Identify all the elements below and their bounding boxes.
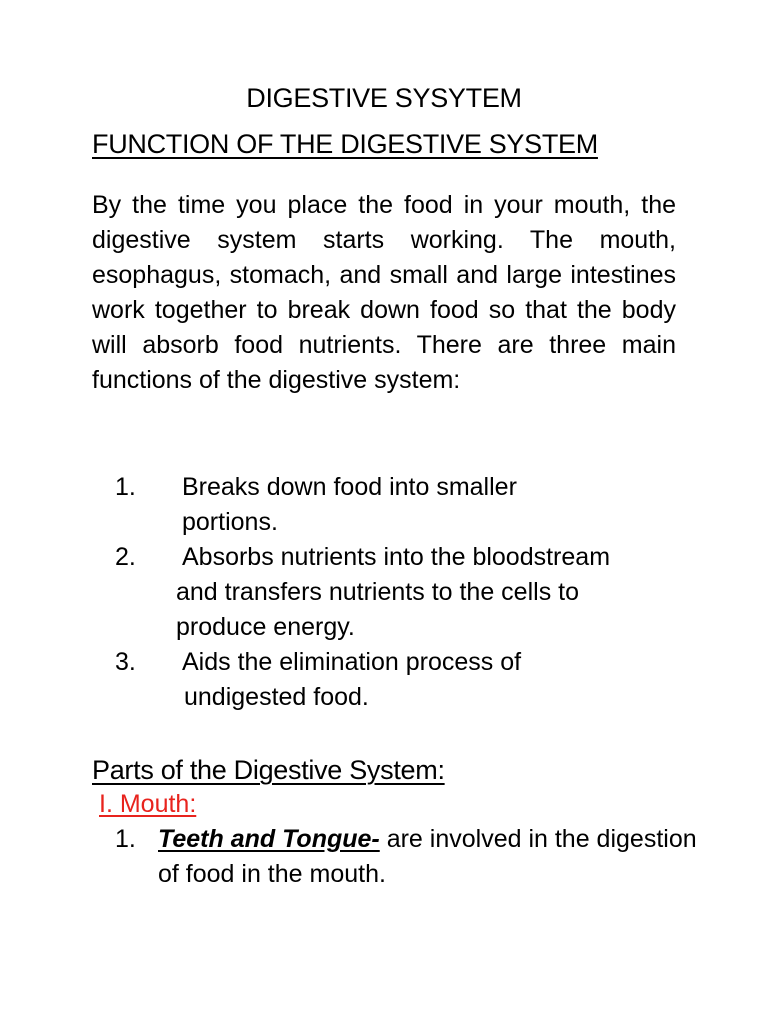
intro-paragraph: By the time you place the food in your mouth, the digestive system starts working. The mouth, esophagus, stomach, and small and large intestines work together to break down food so that the body will absorb food nutrients. There are three main functions of the digestive system: [92,191,676,394]
list-item-text-line: Aids the elimination process of [182,648,522,676]
list-item-text-line: and transfers nutrients to the cells to [176,578,579,606]
function-list-item [0,540,768,645]
list-item-text-line: portions. [182,508,278,536]
function-list-item [0,645,768,715]
list-number: 3. [115,648,136,676]
document-title: DIGESTIVE SYSYTEM [246,83,522,113]
list-number: 2. [115,543,136,571]
function-heading: FUNCTION OF THE DIGESTIVE SYSTEM [92,129,598,159]
mouth-subheading: I. Mouth: [99,790,197,818]
mouth-item [158,822,698,892]
list-item-text-line: produce energy. [176,613,355,641]
list-item-text-line: undigested food. [184,683,369,711]
parts-heading: Parts of the Digestive System: [92,755,445,785]
list-number: 1. [115,473,136,501]
mouth-item-description: are involved in the digestion of food in the mouth. [158,825,697,888]
mouth-item-term: Teeth and Tongue- [158,825,380,853]
function-list-item [0,470,768,540]
list-item-text-line: Breaks down food into smaller [182,473,517,501]
list-item-text-line: Absorbs nutrients into the bloodstream [182,543,611,571]
mouth-item-number: 1. [115,825,136,853]
